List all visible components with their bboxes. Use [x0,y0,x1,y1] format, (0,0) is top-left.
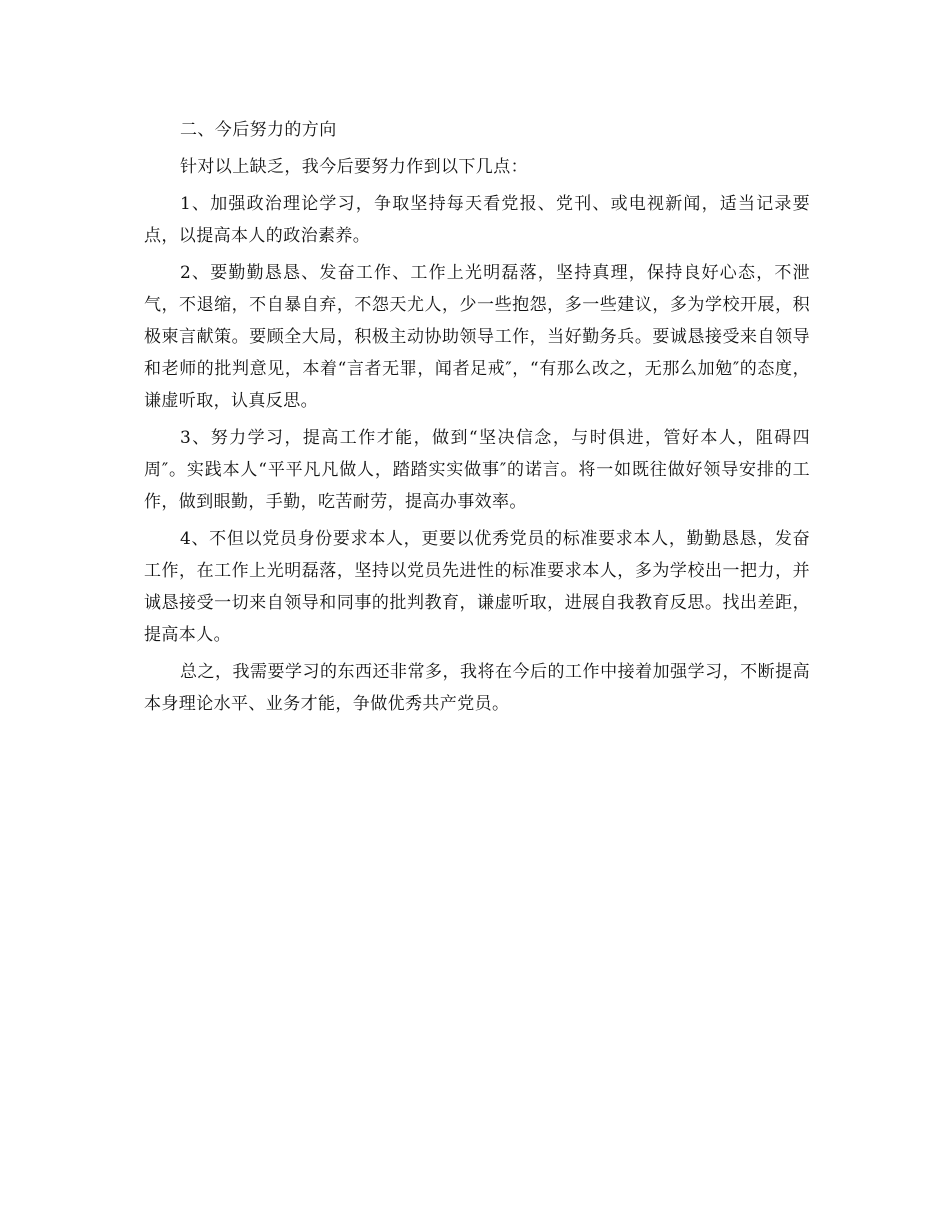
paragraph-intro: 针对以上缺乏，我今后要努力作到以下几点： [180,157,528,177]
paragraph-item-2: 2、要勤勤恳恳、发奋工作、工作上光明磊落，坚持真理，保持良好心态，不泄气，不退缩，不自暴自弃，不怨天尤人，少一些抱怨，多一些建议，多为学校开展，积极柬言献策。要顾全大局，积极主动协助领导工作，当好勤务兵。要诚恳接受来自领导和老师的批判意见，本着“言者无罪，闻者足戒″，“有那么改之，无那么加勉″的态度，谦虚听取，认真反思。 [144,263,810,411]
document-body [144,114,810,725]
paragraph-item-1: 1、加强政治理论学习，争取坚持每天看党报、党刊、或电视新闻，适当记录要点，以提高本人的政治素养。 [144,194,810,246]
paragraph-summary: 总之，我需要学习的东西还非常多，我将在今后的工作中接着加强学习，不断提高本身理论水平、业务才能，争做优秀共产党员。 [144,662,810,714]
paragraph-item-3: 3、努力学习，提高工作才能，做到“坚决信念，与时俱进，管好本人，阻碍四周″。实践本人“平平凡凡做人，踏踏实实做事″的诺言。将一如既往做好领导安排的工作，做到眼勤，手勤，吃苦耐劳，提高办事效率。 [144,428,810,512]
paragraph-item-4: 4、不但以党员身份要求本人，更要以优秀党员的标准要求本人，勤勤恳恳，发奋工作，在工作上光明磊落，坚持以党员先进性的标准要求本人，多为学校出一把力，并诚恳接受一切来自领导和同事的批判教育，谦虚听取，进展自我教育反思。找出差距，提高本人。 [144,529,810,645]
section-heading: 二、今后努力的方向 [180,120,337,140]
